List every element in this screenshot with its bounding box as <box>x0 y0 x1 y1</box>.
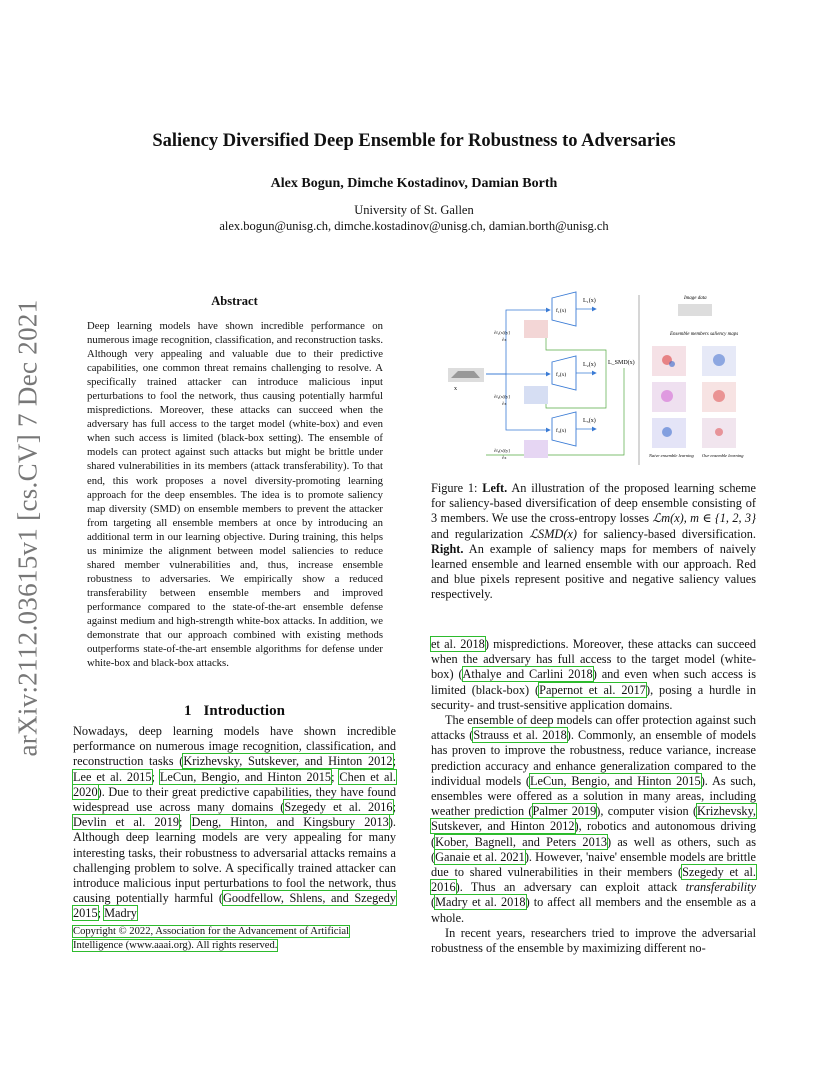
svg-text:∂x: ∂x <box>502 337 507 342</box>
svg-text:L₁(x): L₁(x) <box>583 298 596 304</box>
input-image <box>448 368 484 382</box>
svg-text:f₃(x): f₃(x) <box>556 428 567 434</box>
svg-text:∂f₁(x)[y]: ∂f₁(x)[y] <box>494 330 510 335</box>
members-label: Ensemble members saliency maps <box>670 332 739 337</box>
citation-link[interactable]: Szegedy et al. 2016 <box>431 865 756 895</box>
right-column <box>431 637 756 956</box>
arxiv-stamp: arXiv:2112.03615v1 [cs.CV] 7 Dec 2021 <box>12 299 43 757</box>
citation-link[interactable]: Deng, Hinton, and Kingsbury 2013 <box>191 815 389 830</box>
citation-link[interactable]: Kober, Bagnell, and Peters 2013 <box>435 834 608 849</box>
citation-link[interactable]: Ganaie et al. 2021 <box>435 849 525 864</box>
intro-paragraph-3: In recent years, researchers tried to improve the adversarial robustness of the ensemble by maximizing different no- <box>431 925 756 956</box>
author-emails: alex.bogun@unisg.ch, dimche.kostadinov@unisg.ch, damian.borth@unisg.ch <box>219 219 609 233</box>
affiliation: University of St. Gallen <box>354 203 474 217</box>
image-data-label: Image data <box>684 296 707 301</box>
citation-link[interactable]: Chen et al. 2020 <box>73 769 396 799</box>
input-x-label: x <box>454 386 457 392</box>
citation-link[interactable]: Athalye and Carlini 2018 <box>462 667 593 682</box>
citation-link[interactable]: Goodfellow, Shlens, and Szegedy 2015 <box>73 891 396 921</box>
ours-label: Our ensemble learning <box>702 453 744 458</box>
citation-link[interactable]: Szegedy et al. 2016 <box>284 800 393 815</box>
citation-link[interactable]: Madry <box>104 906 137 921</box>
citation-link[interactable]: Devlin et al. 2019 <box>73 815 179 830</box>
citation-link[interactable]: Lee et al. 2015 <box>73 769 152 784</box>
paper-authors: Alex Bogun, Dimche Kostadinov, Damian Borth <box>270 176 558 191</box>
svg-text:f₁(x): f₁(x) <box>556 308 567 314</box>
citation-link[interactable]: Madry et al. 2018 <box>435 895 526 910</box>
intro-paragraph-2: The ensemble of deep models can offer protection against such attacks (Strauss et al. 2018). Commonly, an ensemble of models has proven to improve the robustness, reduce variance, increase prediction accuracy and enhance generalization compared to the individual models (LeCun, Bengio, and Hinton 2015). As such, ensembles were offered as a solution in many areas, including weather prediction (Palmer 2019), computer vision (Krizhevsky, Sutskever, and Hinton 2012), robotics and autonomous driving (Kober, Bagnell, and Peters 2013) as well as others, such as (Ganaie et al. 2021). However, 'naive' ensemble models are brittle due to shared vulnerabilities in their members (Szegedy et al. 2016). Thus an adversary can exploit attack transferability (Madry et al. 2018) to affect all members and the ensemble as a whole. <box>431 713 757 925</box>
copyright-notice: Copyright © 2022, Association for the Advancement of Artificial Intelligence (www.aaai.org). All rights reserved. <box>73 926 350 951</box>
saliency-grid <box>652 346 736 448</box>
abstract-heading: Abstract <box>211 294 258 308</box>
figure-1 <box>446 290 756 470</box>
section-title: Introduction <box>203 703 285 719</box>
citation-link[interactable]: Krizhevsky, Sutskever, and Hinton 2012 <box>183 754 393 769</box>
abstract-text: Deep learning models have shown incredible performance on numerous image recognition, classification, and reconstruction tasks. Although very appealing and valuable due to their predictive capabilities, one common threat remains challenging to resolve. A specifically trained attacker can introduce malicious input perturbations to fool the network, thus causing potentially harmful mispredictions. Moreover, these attacks can succeed when the adversary has full access to the target model (white-box) and even when such access is limited (black-box setting). The ensemble of models can protect against such attacks but might be brittle under shared vulnerabilities in its members (attack transferability). To that end, this work proposes a novel diversity-promoting learning approach for the deep ensembles. The idea is to promote saliency map diversity (SMD) on ensemble members to prevent the attacker from targeting all ensemble members at once by introducing an additional term in our learning objective. During training, this helps us minimize the alignment between model saliencies to reduce shared member vulnerabilities and, thus, increase ensemble robustness to adversaries. We empirically show a reduced transferability between ensemble members and improved performance compared to the state-of-the-art ensemble defense against medium and high-strength white-box attacks. In addition, we demonstrate that our approach combined with existing methods outperforms state-of-the-art ensemble algorithms for defense under white-box and black-box attacks. <box>87 320 383 670</box>
affiliation-block <box>0 202 828 234</box>
section-number: 1 <box>184 703 192 719</box>
citation-link[interactable]: Strauss et al. 2018 <box>473 728 567 743</box>
paper-title: Saliency Diversified Deep Ensemble for Robustness to Adversaries <box>152 131 676 151</box>
svg-text:∂f₃(x)[y]: ∂f₃(x)[y] <box>494 448 510 453</box>
intro-paragraph-1: Nowadays, deep learning models have shown incredible performance on numerous image recognition, classification, and reconstruction tasks (Krizhevsky, Sutskever, and Hinton 2012; Lee et al. 2015; LeCun, Bengio, and Hinton 2015; Chen et al. 2020). Due to their great predictive capabilities, they have found widespread use across many domains (Szegedy et al. 2016; Devlin et al. 2019; Deng, Hinton, and Kingsbury 2013). Although deep learning models are very appealing for many interesting tasks, their robustness to adversarial attacks remains a challenging problem to solve. A specifically trained attacker can introduce malicious input perturbations to fool the network, thus causing potentially harmful (Goodfellow, Shlens, and Szegedy 2015; Madry <box>73 724 396 921</box>
citation-link[interactable]: Palmer 2019 <box>532 804 597 819</box>
svg-text:f₂(x): f₂(x) <box>556 372 567 378</box>
svg-text:∂x: ∂x <box>502 455 507 460</box>
svg-text:∂f₂(x)[y]: ∂f₂(x)[y] <box>494 394 510 399</box>
figure-caption: Figure 1: Left. An illustration of the proposed learning scheme for saliency-based diversification of deep ensemble consisting of 3 members. We use the cross-entropy losses ℒm(x), m ∈ {1, 2, 3} and regularization ℒSMD(x) for saliency-based diversification. Right. An example of saliency maps for members of naively learned ensemble and learned ensemble with our approach. Red and blue pixels represent positive and negative saliency values respectively. <box>431 481 757 602</box>
citation-link[interactable]: et al. 2018 <box>431 637 485 651</box>
section-heading-introduction <box>73 703 396 720</box>
svg-text:∂x: ∂x <box>502 401 507 406</box>
svg-text:L_SMD(x): L_SMD(x) <box>608 360 635 366</box>
naive-label: Naive ensemble learning <box>649 453 694 458</box>
svg-text:L₃(x): L₃(x) <box>583 418 596 424</box>
citation-link[interactable]: Krizhevsky, Sutskever, and Hinton 2012 <box>431 804 757 834</box>
intro-paragraph-1-continued: et al. 2018) mispredictions. Moreover, these attacks can succeed when the adversary has full access to the target model (white-box) (Athalye and Carlini 2018) and even when such access is limited (black-box) (Papernot et al. 2017), posing a hurdle in security- and trust-sensitive application domains. <box>431 637 756 712</box>
citation-link[interactable]: Papernot et al. 2017 <box>539 682 646 697</box>
svg-text:L₂(x): L₂(x) <box>583 362 596 368</box>
citation-link[interactable]: LeCun, Bengio, and Hinton 2015 <box>159 769 332 784</box>
citation-link[interactable]: LeCun, Bengio, and Hinton 2015 <box>530 773 701 788</box>
